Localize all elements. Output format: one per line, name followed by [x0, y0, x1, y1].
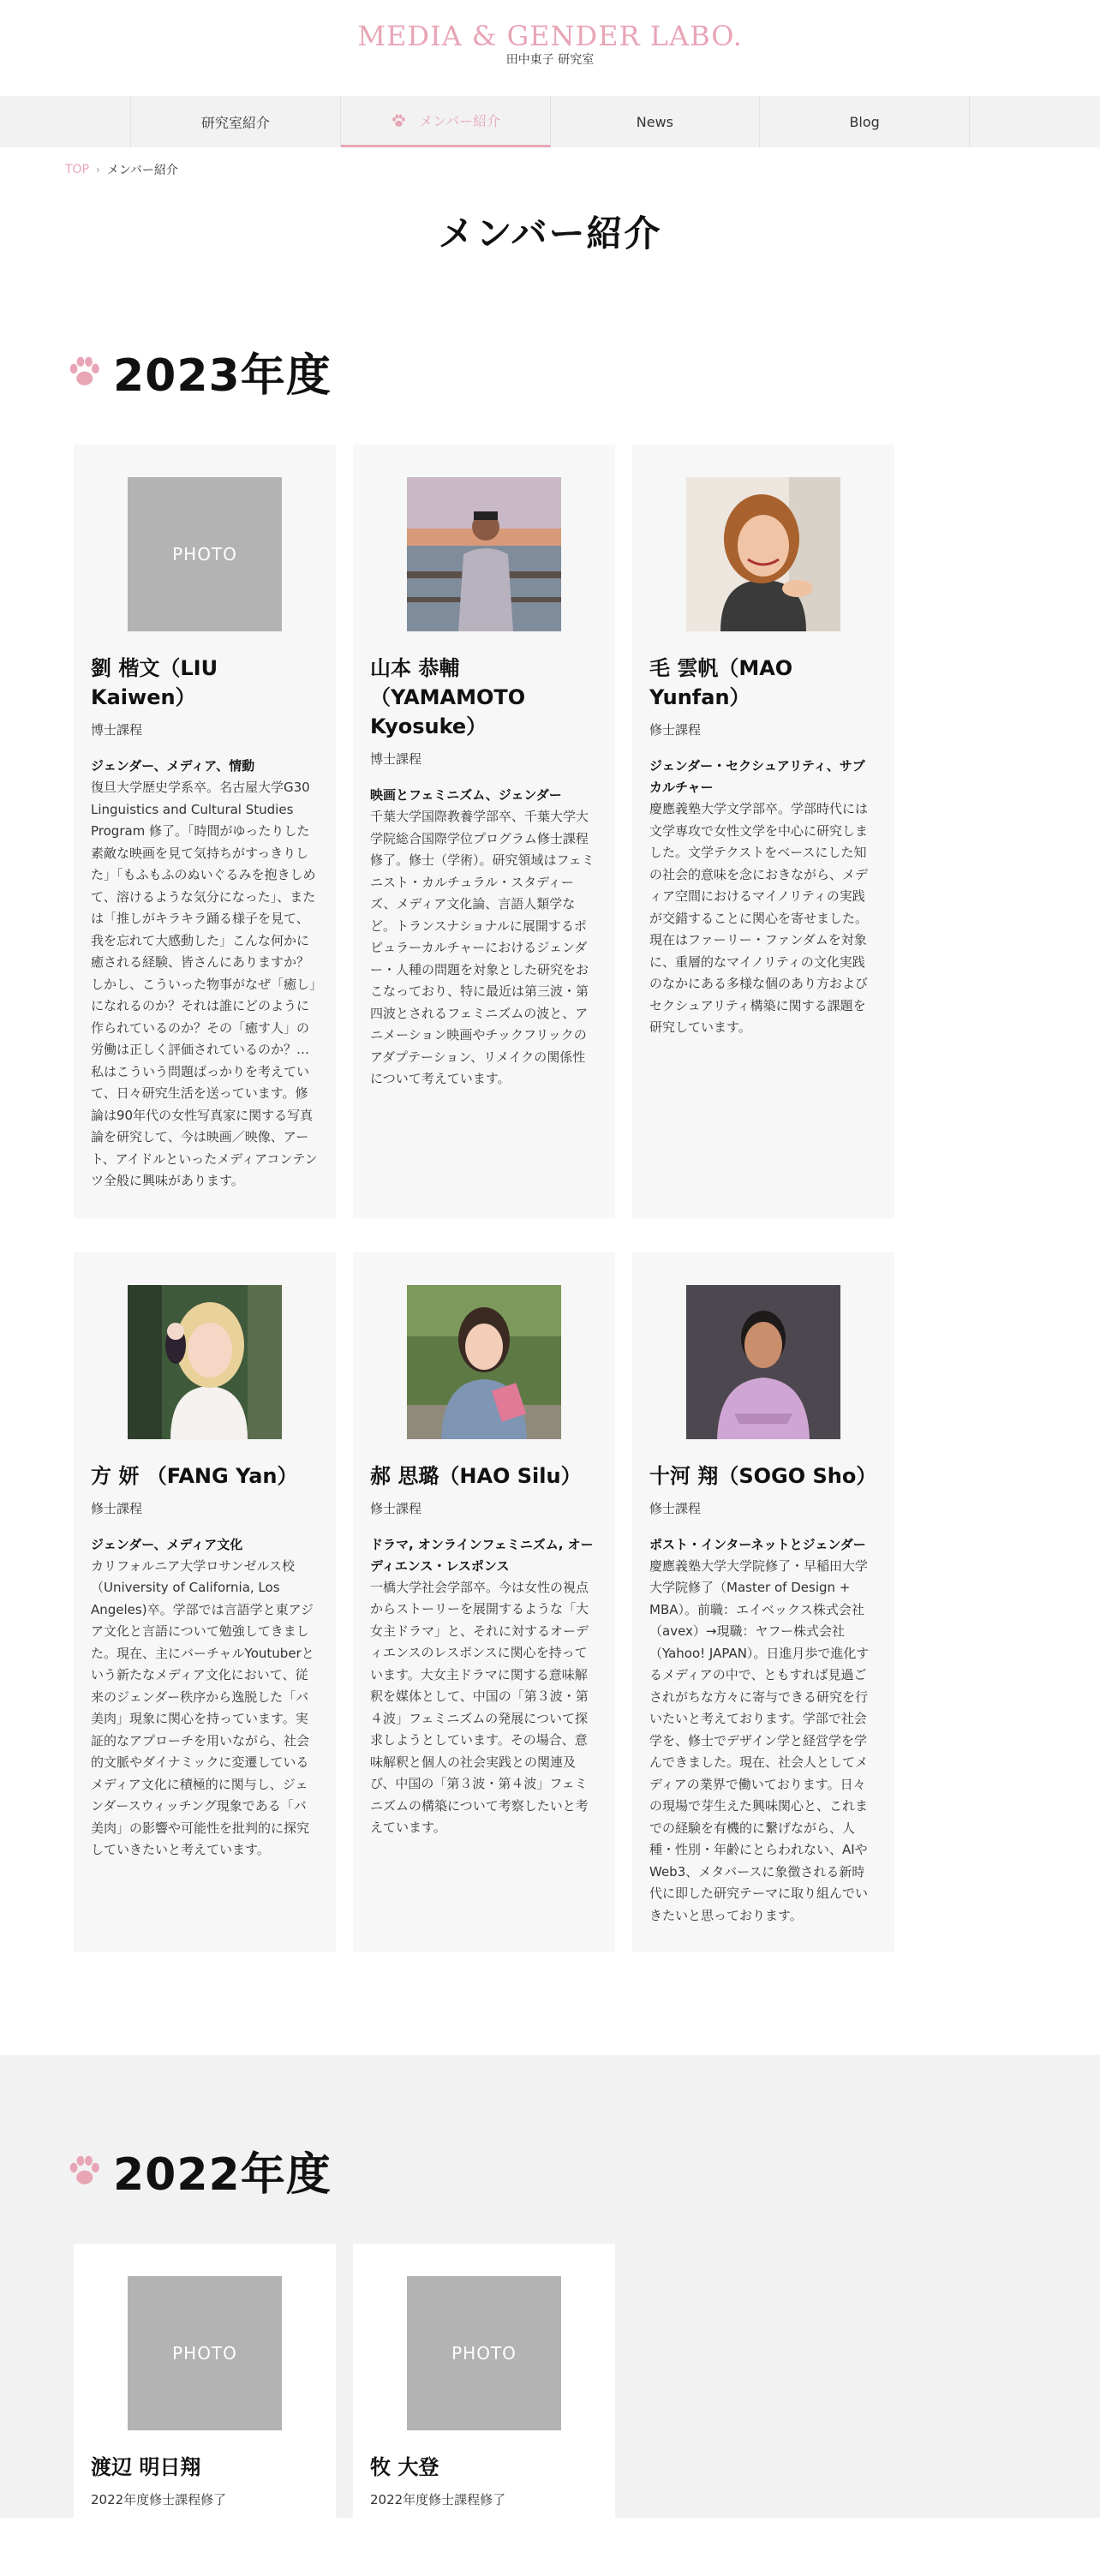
member-card — [74, 2244, 336, 2534]
member-bio: 千葉大学国際教養学部卒、千葉大学大学院総合国際学位プログラム修士課程修了。修士（学術）。研究領域はフェミニスト・カルチュラル・スタディーズ、メディア文化論、言語人類学など。トランスナショナルに展開するポピュラーカルチャーにおけるジェンダー・人種の問題を対象とした研究をおこなっており、特に最近は第三波・第四波とされるフェミニズムの波と、アニメーション映画やチックフリックのアダプテーション、リメイクの関係性について考えています。 — [370, 809, 595, 1086]
member-degree: 2022年度修士課程修了 — [91, 2492, 227, 2507]
member-card — [353, 1252, 615, 1953]
member-research-tags: ジェンダー、メディア、情動 — [91, 758, 255, 774]
member-degree: 2022年度修士課程修了 — [370, 2492, 506, 2507]
breadcrumb-top-link[interactable]: TOP — [65, 163, 90, 176]
member-name: 劉 楷文（LIU Kaiwen） — [91, 656, 218, 709]
member-card — [632, 1252, 894, 1953]
nav-label: Blog — [849, 113, 880, 130]
member-card — [353, 2244, 615, 2534]
member-card — [74, 1252, 336, 1953]
member-degree: 博士課程 — [370, 751, 422, 767]
paw-icon — [65, 2152, 103, 2190]
member-name: 渡辺 明日翔 — [91, 2455, 201, 2479]
member-name: 牧 大登 — [370, 2455, 439, 2479]
member-bio: 慶應義塾大学文学部卒。学部時代には文学専攻で女性文学を中心に研究しました。文学テクストをベースにした知の社会的意味を念におきながら、メディア空間におけるマイノリティの実践が交錯することに関心を寄せました。現在はファーリー・ファンダムを対象に、重層的なマイノリティの文化実践のなかにある多様な個のあり方およびセクシュアリティ構築に関する課題を研究しています。 — [649, 801, 869, 1035]
member-portrait-image — [407, 477, 561, 631]
year-section-2023 — [65, 339, 1035, 1952]
member-photo — [407, 477, 561, 631]
member-card — [632, 445, 894, 1218]
member-photo-placeholder: PHOTO — [128, 2276, 282, 2430]
nav-label: メンバー紹介 — [419, 113, 501, 129]
member-portrait-image — [686, 1285, 840, 1439]
nav-label: 研究室紹介 — [200, 114, 270, 131]
member-research-tags: ジェンダー・セクシュアリティ、サブカルチャー — [649, 758, 865, 795]
member-bio: 復旦大学歴史学系卒。名古屋大学G30 Linguistics and Cultural Studies Program 修了。「時間がゆったりした素敵な映画を見て気持ちがすっきりした」「もふもふのぬいぐるみを抱きしめて、溶けるような気分になった」、または「推しがキラキラ踊る様子を見て、我を忘れて大感動した」こんな何かに癒される経験、皆さんにありますか？しかし、こういった物事がなぜ「癒し」になれるのか？それは誰にどのように作られているのか？その「癒す人」の労働は正しく評価されているのか？…私はこういう問題ばっかりを考えていて、日々研究生活を送っています。修論は90年代の女性写真家に関する写真論を研究して、今は映画／映像、アート、アイドルといったメディアコンテンツ全般に興味があります。 — [91, 780, 318, 1188]
page-title: メンバー紹介 — [438, 212, 662, 254]
member-name: 山本 恭輔（YAMAMOTO Kyosuke） — [370, 656, 526, 738]
member-research-tags: ジェンダー、メディア文化 — [91, 1536, 243, 1552]
member-name: 郝 思璐（HAO Silu） — [370, 1463, 582, 1488]
nav-item-lab-intro[interactable] — [131, 96, 341, 147]
member-research-tags: 映画とフェミニズム、ジェンダー — [370, 787, 562, 803]
member-portrait-image — [407, 1285, 561, 1439]
member-photo — [407, 1285, 561, 1439]
member-degree: 修士課程 — [370, 1500, 422, 1516]
year-title: 2023年度 — [113, 350, 332, 402]
member-degree: 修士課程 — [649, 722, 702, 738]
member-photo-placeholder: PHOTO — [128, 477, 282, 631]
member-name: 方 妍 （FANG Yan） — [91, 1463, 298, 1488]
member-research-tags: ポスト・インターネットとジェンダー — [649, 1536, 866, 1552]
member-name: 十河 翔（SOGO Sho） — [649, 1463, 877, 1488]
nav-item-news[interactable] — [551, 96, 761, 147]
paw-icon — [65, 353, 103, 391]
member-photo — [128, 1285, 282, 1439]
member-bio: 一橋大学社会学部卒。今は女性の視点からストーリーを展開するような「大女主ドラマ」と、それに対するオーディエンスのレスポンスに関心を持っています。大女主ドラマに関する意味解釈を媒体として、中国の「第３波・第４波」フェミニズムの発展について探求しようとしています。その場合、意味解釈と個人の社会実践との関連及び、中国の「第３波・第４波」フェミニズムの構築について考察したいと考えています。 — [370, 1579, 589, 1835]
nav-label: News — [636, 113, 673, 130]
year-section-2022-bg — [0, 2055, 1100, 2518]
member-grid — [74, 2244, 1035, 2534]
member-card — [74, 445, 336, 1218]
site-subtitle: 田中東子 研究室 — [505, 53, 595, 67]
breadcrumb — [65, 147, 1035, 178]
year-title: 2022年度 — [113, 2149, 332, 2201]
member-degree: 修士課程 — [91, 1500, 143, 1516]
member-grid — [74, 445, 1035, 1952]
site-logo[interactable]: MEDIA & GENDER LABO. — [357, 20, 743, 52]
year-section-2022 — [65, 2138, 1035, 2534]
global-nav — [0, 96, 1100, 147]
nav-item-blog[interactable] — [760, 96, 970, 147]
member-research-tags: ドラマ, オンラインフェミニズム, オーディエンス・レスポンス — [370, 1536, 594, 1574]
breadcrumb-current: メンバー紹介 — [106, 164, 178, 177]
member-portrait-image — [128, 1285, 282, 1439]
member-bio: カリフォルニア大学ロサンゼルス校（University of California, Los Angeles)卒。学部では言語学と東アジア文化と言語について勉強してきました。現在、主にバーチャルYoutuberという新たなメディア文化において、従来のジェンダー秩序から逸脱した「バ美肉」現象に関心を持っています。実証的なアプローチを用いながら、社会的文脈やダイナミックに変遷しているメディア文化に積極的に関与し、ジェンダースウィッチング現象である「バ美肉」の影響や可能性を批判的に探究していきたいと考えています。 — [91, 1557, 314, 1857]
member-card — [353, 445, 615, 1218]
member-degree: 修士課程 — [649, 1500, 702, 1516]
breadcrumb-separator-icon: › — [96, 164, 100, 176]
member-portrait-image — [686, 477, 840, 631]
nav-item-members[interactable] — [341, 96, 551, 147]
member-photo-placeholder: PHOTO — [407, 2276, 561, 2430]
member-degree: 博士課程 — [91, 722, 143, 738]
site-header — [0, 0, 1100, 96]
member-name: 毛 雲帆（MAO Yunfan） — [649, 656, 793, 709]
member-photo — [686, 477, 840, 631]
member-bio: 慶應義塾大学大学院修了・早稲田大学大学院修了（Master of Design + MBA）。前職：エイベックス株式会社（avex）→現職：ヤフー株式会社（Yahoo! JAPAN）。日進月歩で進化するメディアの中で、ともすれば見過ごされがちな方々に寄与できる研究を行いたいと考えております。学部で社会学を、修士でデザイン学と経営学を学んできました。現在、社会人としてメディアの業界で働いております。日々の現場で芽生えた興味関心と、これまでの経験を有機的に繋げながら、人種・性別・年齢にとらわれない、AIやWeb3、メタバースに象徴される新時代に即した研究テーマに取り組んでいきたいと思っております。 — [649, 1557, 870, 1923]
paw-icon — [390, 112, 407, 129]
member-photo — [686, 1285, 840, 1439]
